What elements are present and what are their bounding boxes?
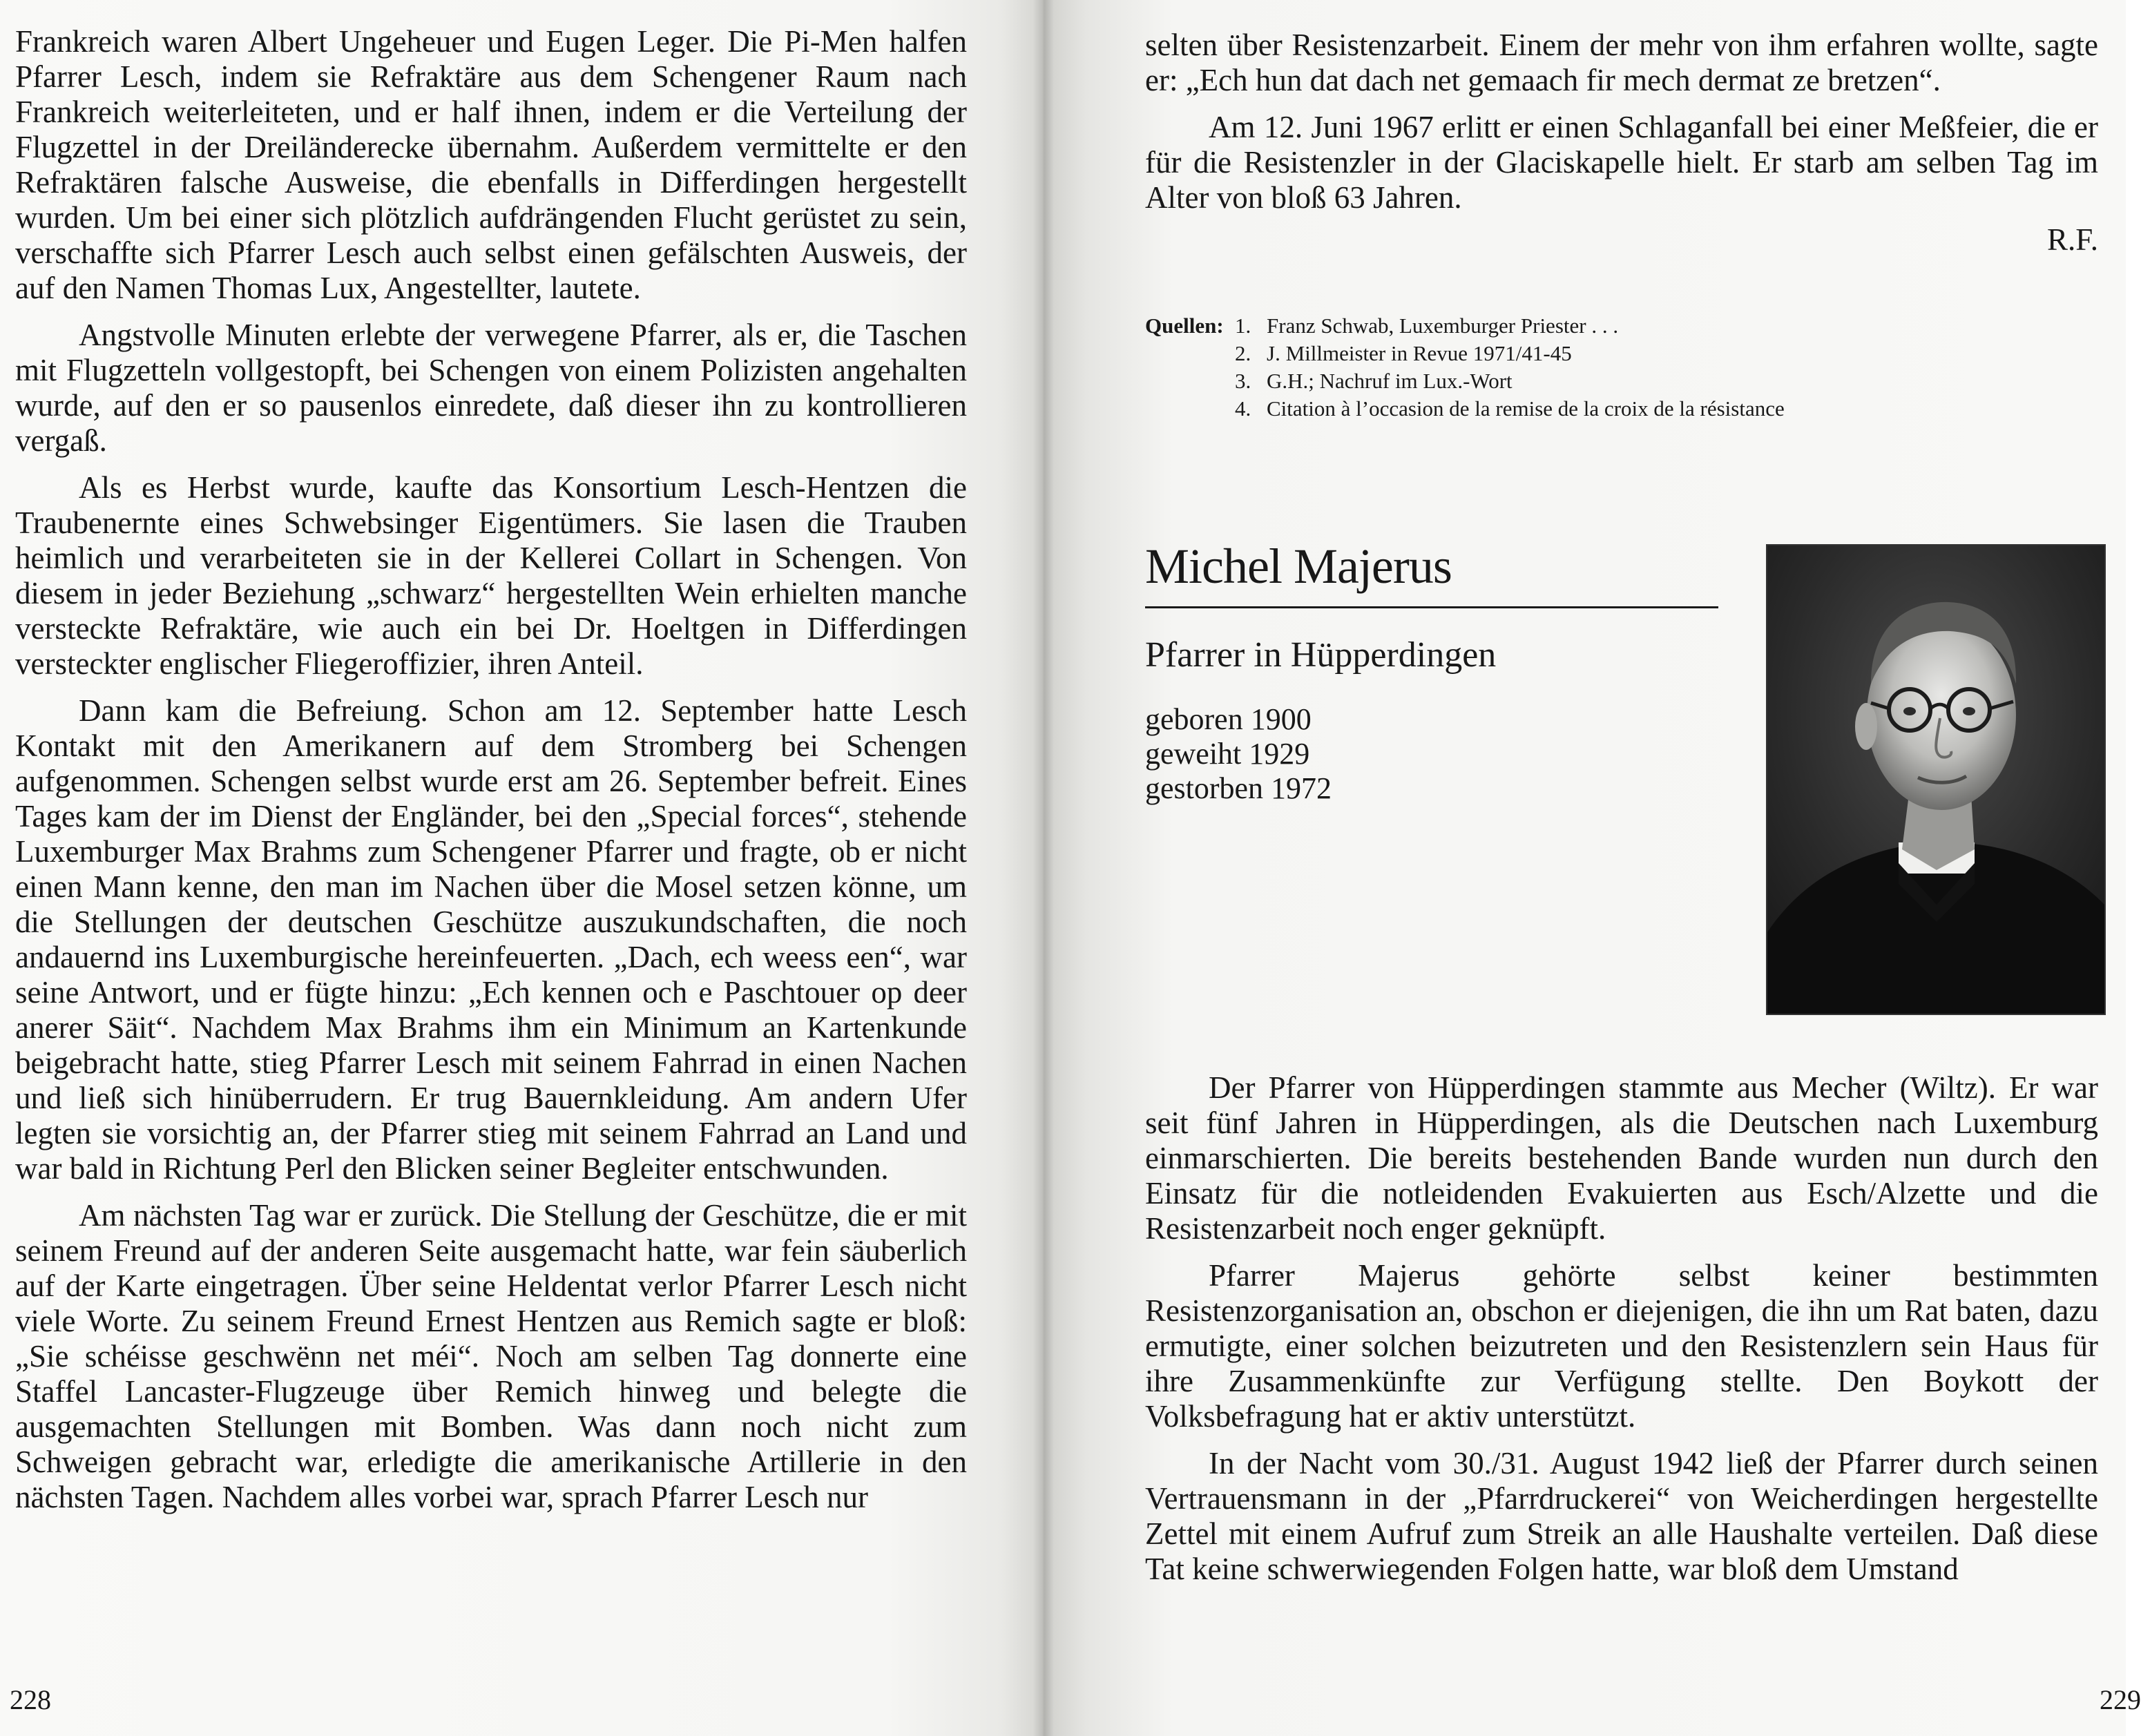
life-dates: [1145, 702, 1725, 806]
source-item: [1235, 367, 2098, 395]
right-paragraph-1: selten über Resistenzarbeit. Einem der mehr von ihm erfahren wollte, sagte er: „Ech hun dat dach net gemaach fir mech dermat ze bretzen“.: [1145, 28, 2098, 97]
author-initials: R.F.: [2047, 222, 2098, 257]
right-body-paragraph-3: In der Nacht vom 30./31. August 1942 ließ der Pfarrer durch seinen Vertrauensmann in der „Pfarrdruckerei“ von Weicherdingen hergestellte Zettel mit einem Aufruf zum Streik an alle Haushalte verteilen. Daß diese Tat keine schwerwiegenden Folgen hatte, war bloß dem Umstand: [1145, 1446, 2098, 1586]
biography-header: [1145, 539, 1725, 806]
source-item: [1235, 340, 2098, 367]
left-paragraph-2: Angstvolle Minuten erlebte der verwegene Pfarrer, als er, die Taschen mit Flugzetteln vollgestopft, bei Schengen von einem Polizisten angehalten wurde, auf den er so pausenlos einredete, daß dieser ihn zu kontrollieren vergaß.: [15, 318, 967, 458]
title-divider: [1145, 606, 1718, 608]
right-body-paragraph-1: Der Pfarrer von Hüpperdingen stammte aus Mecher (Wiltz). Er war seit fünf Jahren in Hüpperdingen, als die Deutschen nach Luxemburg einmarschierten. Die bereits bestehenden Bande wurden nun durch den Einsatz für die notleidenden Evakuierten aus Esch/Alzette und die Resistenzarbeit noch enger geknüpft.: [1145, 1070, 2098, 1246]
left-page: [0, 0, 1043, 1736]
sources-list: [1145, 312, 2098, 423]
right-page-body-text: [1145, 1070, 2098, 1587]
birth-year: geboren 1900: [1145, 702, 1312, 736]
source-text: G.H.; Nachruf im Lux.-Wort: [1267, 369, 1513, 393]
source-text: J. Millmeister in Revue 1971/41-45: [1267, 341, 1572, 365]
left-paragraph-1: Frankreich waren Albert Ungeheuer und Eugen Leger. Die Pi-Men halfen Pfarrer Lesch, indem sie Refraktäre aus dem Schengener Raum nach Frankreich weiterleiteten, und er half ihnen, indem er die Verteilung der Flugzettel in der Dreiländerecke übernahm. Außerdem vermittelte er den Refraktären falsche Ausweise, die ebenfalls in Differdingen hergestellt wurden. Um bei einer sich plötzlich aufdrängenden Flucht gerüstet zu sein, verschaffte sich Pfarrer Lesch auch selbst einen gefälschten Ausweis, der auf den Namen Thomas Lux, Angestellter, lautete.: [15, 24, 967, 305]
portrait-illustration: [1767, 546, 2104, 1014]
person-role: Pfarrer in Hüpperdingen: [1145, 635, 1497, 675]
source-item: [1235, 395, 2098, 423]
right-page: [1043, 0, 2141, 1736]
left-paragraph-3: Als es Herbst wurde, kaufte das Konsortium Lesch-Hentzen die Traubenernte eines Schwebsinger Eigentümers. Sie lasen die Trauben heimlich und verarbeiteten sie in der Kellerei Collart in Schengen. Von diesem in jeder Beziehung „schwarz“ hergestellten Wein erhielten manche versteckte Refraktäre, wie auch ein bei Dr. Hoeltgen in Differdingen versteckter englischer Fliegeroffizier, ihren Anteil.: [15, 470, 967, 681]
left-paragraph-4: Dann kam die Befreiung. Schon am 12. September hatte Lesch Kontakt mit den Amerikanern auf dem Stromberg bei Schengen aufgenommen. Schengen selbst wurde erst am 26. September befreit. Eines Tages kam der im Dienst der Engländer, bei den „Special forces“, stehende Luxemburger Max Brahms zum Schengener Pfarrer und fragte, ob er nicht einen Mann kenne, den man im Nachen über die Mosel setzen könne, um die Stellungen der deutschen Geschütze auszukundschaften, die noch andauernd ins Luxemburgische hereinfeuerten. „Dach, ech weess een“, war seine Antwort, und er fügte hinzu: „Ech kennen och e Paschtouer op deer anerer Säit“. Nachdem Max Brahms ihm ein Minimum an Kartenkunde beigebracht hatte, stieg Pfarrer Lesch mit seinem Fahrrad in einen Nachen und ließ sich hinüberrudern. Er trug Bauernkleidung. Am andern Ufer legten sie vorsichtig an, der Pfarrer stieg mit seinem Fahrrad an Land und war bald in Richtung Perl den Blicken seiner Begleiter entschwunden.: [15, 693, 967, 1186]
book-gutter-shadow: [1033, 0, 1054, 1736]
source-item: [1235, 312, 2098, 340]
left-paragraph-5: Am nächsten Tag war er zurück. Die Stellung der Geschütze, die er mit seinem Freund auf der anderen Seite ausgemacht hatte, war fein säuberlich auf der Karte eingetragen. Über seine Heldentat verlor Pfarrer Lesch nicht viele Worte. Zu seinem Freund Ernest Hentzen aus Remich sagte er bloß: „Sie schéisse geschwënn net méi“. Noch am selben Tag donnerte eine Staffel Lancaster-Flugzeuge über Remich hinweg und belegte die ausgemachten Stellungen mit Bomben. Was dann noch nicht zum Schweigen gebracht war, erledigte die amerikanische Artillerie in den nächsten Tagen. Nachdem alles vorbei war, sprach Pfarrer Lesch nur: [15, 1198, 967, 1514]
source-number: 2.: [1235, 341, 1251, 365]
right-page-top-text: [1145, 28, 2098, 258]
right-paragraph-2: Am 12. Juni 1967 erlitt er einen Schlaganfall bei einer Meßfeier, die er für die Resistenzler in der Glaciskapelle hielt. Er starb am selben Tag im Alter von bloß 63 Jahren.: [1145, 110, 2098, 215]
left-page-text: [15, 24, 967, 1515]
ordination-year: geweiht 1929: [1145, 737, 1310, 771]
left-page-number: 228: [10, 1684, 51, 1715]
death-year: gestorben 1972: [1145, 771, 1332, 805]
source-text: Franz Schwab, Luxemburger Priester . . .: [1267, 314, 1619, 338]
right-page-number: 229: [2100, 1684, 2141, 1715]
portrait-photo: [1766, 544, 2106, 1015]
sources-label: Quellen:: [1145, 314, 1224, 338]
source-number: 4.: [1235, 396, 1251, 421]
source-number: 1.: [1235, 314, 1251, 338]
person-name: Michel Majerus: [1145, 539, 1452, 594]
right-body-paragraph-2: Pfarrer Majerus gehörte selbst keiner bestimmten Resistenzorganisation an, obschon er diejenigen, die ihn um Rat baten, dazu ermutigte, einer solchen beizutreten und den Resistenzlern sein Haus für ihre Zusammenkünfte zur Verfügung stellte. Den Boykott der Volksbefragung hat er aktiv unterstützt.: [1145, 1258, 2098, 1434]
source-number: 3.: [1235, 369, 1251, 393]
source-text: Citation à l’occasion de la remise de la croix de la résistance: [1267, 396, 1785, 421]
